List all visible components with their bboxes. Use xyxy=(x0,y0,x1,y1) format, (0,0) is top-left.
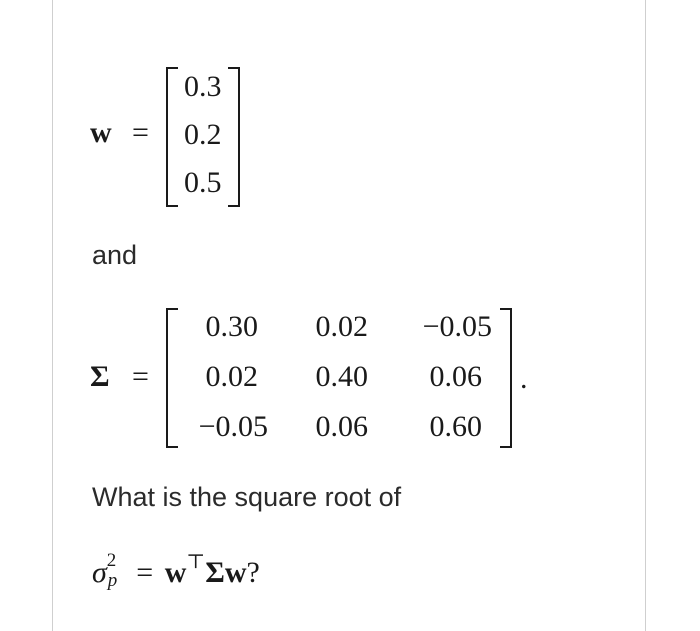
question-text: What is the square root of xyxy=(92,482,402,512)
matrix-right-bracket xyxy=(500,308,512,448)
sigma-symbol: σ xyxy=(92,556,107,589)
vector-left-bracket xyxy=(166,67,178,207)
equals-sign: = xyxy=(132,360,149,393)
transpose-symbol: ⊤ xyxy=(186,551,206,573)
matrix-cell: −0.05 xyxy=(198,410,268,443)
equals-sign: = xyxy=(136,556,154,589)
vector-symbol-w: w xyxy=(90,116,112,149)
vector-entry: 0.2 xyxy=(184,118,222,151)
matrix-symbol-sigma: Σ xyxy=(90,360,110,393)
superscript-two: 2 xyxy=(106,550,117,571)
question-mark: ? xyxy=(246,556,260,589)
matrix-cell: 0.06 xyxy=(429,360,482,393)
matrix-cell: 0.06 xyxy=(315,410,368,443)
vector-entry: 0.3 xyxy=(184,70,222,103)
trailing-period: . xyxy=(520,362,528,395)
matrix-left-bracket xyxy=(166,308,178,448)
vector-right-bracket xyxy=(228,67,240,207)
equals-sign: = xyxy=(132,116,149,149)
matrix-cell: 0.60 xyxy=(429,410,482,443)
matrix-cell: 0.02 xyxy=(205,360,258,393)
connector-text: and xyxy=(92,240,138,270)
matrix-cell: 0.30 xyxy=(205,310,258,343)
vector-symbol-w: w xyxy=(224,556,247,589)
matrix-cell: 0.40 xyxy=(315,360,368,393)
matrix-cell: −0.05 xyxy=(422,310,492,343)
matrix-symbol-sigma: Σ xyxy=(205,556,225,589)
matrix-cell: 0.02 xyxy=(315,310,368,343)
vector-entry: 0.5 xyxy=(184,166,222,199)
subscript-p: p xyxy=(107,570,118,591)
vector-symbol-w: w xyxy=(164,556,187,589)
portfolio-variance-formula xyxy=(92,550,260,591)
